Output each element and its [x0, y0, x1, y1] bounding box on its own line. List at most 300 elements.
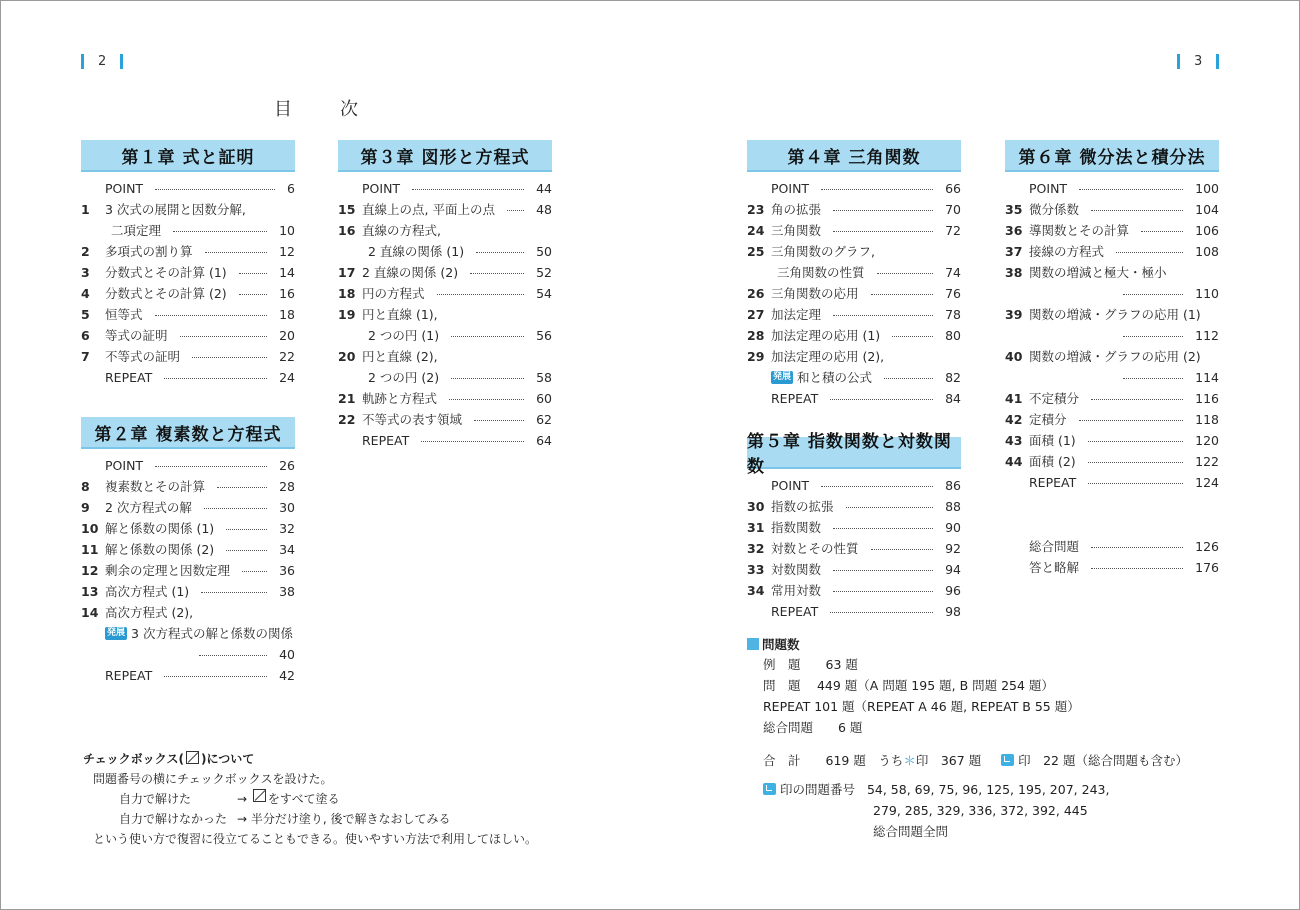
- toc-entry: [81, 560, 295, 581]
- entry-title: 三角関数の応用: [771, 286, 859, 301]
- dot-leader: [217, 476, 267, 488]
- entry-page: 6: [287, 181, 295, 196]
- entry-page: 30: [279, 500, 295, 515]
- entry-title: 円と直線 (1),: [362, 307, 438, 322]
- toc-entry: [747, 346, 961, 367]
- entry-title: 面積 (1): [1029, 433, 1076, 448]
- entry-title: 加法定理の応用 (2),: [771, 349, 885, 364]
- entry-number: 7: [81, 349, 90, 364]
- right-page-number: 3: [1177, 53, 1219, 69]
- dot-leader: [1079, 178, 1183, 190]
- entry-number: 31: [747, 520, 765, 535]
- entry-page: 86: [945, 478, 961, 493]
- entry-title: 分数式とその計算 (2): [105, 286, 227, 301]
- chapter-heading: 第１章 式と証明: [81, 140, 295, 172]
- dot-leader: [476, 241, 524, 253]
- entry-page: 88: [945, 499, 961, 514]
- entry-title: 解と係数の関係 (2): [105, 542, 215, 557]
- entry-title: REPEAT: [771, 391, 819, 406]
- entry-title: 高次方程式 (1): [105, 584, 190, 599]
- check-mark-icon: [763, 783, 776, 795]
- entry-title: 三角関数: [771, 223, 822, 238]
- dot-leader: [833, 199, 933, 211]
- toc-entry: [747, 199, 961, 220]
- entry-number: 12: [81, 563, 99, 578]
- entry-title: 分数式とその計算 (1): [105, 265, 227, 280]
- dot-leader: [474, 409, 524, 421]
- entry-title: REPEAT: [105, 668, 153, 683]
- page-title: 目 次: [274, 99, 360, 120]
- dot-leader: [205, 241, 267, 253]
- entry-title: 円の方程式: [362, 286, 425, 301]
- dot-leader: [239, 262, 267, 274]
- entry-number: 28: [747, 328, 765, 343]
- toc-entry: [747, 496, 961, 517]
- entry-title: REPEAT: [771, 604, 819, 619]
- dot-leader: [846, 496, 933, 508]
- toc-entry: [338, 304, 552, 325]
- dot-leader: [833, 220, 933, 232]
- toc-entry: [81, 241, 295, 262]
- problem-count: [747, 634, 1188, 842]
- entry-number: 2: [81, 244, 90, 259]
- dot-leader: [830, 388, 933, 400]
- entry-number: 23: [747, 202, 765, 217]
- note-line: という使い方で復習に役立てることもできる。使いやすい方法で利用してほしい。: [93, 832, 538, 846]
- entry-page: 114: [1195, 370, 1219, 385]
- entry-title: POINT: [1029, 181, 1068, 196]
- dot-leader: [192, 346, 267, 358]
- page-marker: [1177, 54, 1180, 69]
- toc-entry: [747, 283, 961, 304]
- stats-row: 問 題 449 題（A 問題 195 題, B 問題 254 題）: [763, 678, 1054, 693]
- entry-number: 6: [81, 328, 90, 343]
- entry-page: 60: [536, 391, 552, 406]
- entry-number: 44: [1005, 454, 1023, 469]
- dot-leader: [1116, 241, 1183, 253]
- check-mark-icon: [1001, 754, 1014, 766]
- dot-leader: [239, 283, 267, 295]
- note-line: 自力で解けなかった → 半分だけ塗り, 後で解きなおしてみる: [119, 812, 451, 826]
- entry-title: 面積 (2): [1029, 454, 1076, 469]
- chapter-1: [81, 140, 295, 388]
- toc-entry: [81, 455, 295, 476]
- entry-title: POINT: [771, 478, 810, 493]
- entry-page: 84: [945, 391, 961, 406]
- entry-page: 116: [1195, 391, 1219, 406]
- entry-title: 2 つの円 (1): [368, 328, 440, 343]
- dot-leader: [226, 518, 267, 530]
- toc-entry: [81, 581, 295, 602]
- toc-entry: [338, 241, 552, 262]
- entry-page: 106: [1195, 223, 1219, 238]
- entry-title: 答と略解: [1029, 560, 1080, 575]
- entry-title: 円と直線 (2),: [362, 349, 438, 364]
- checkbox-icon: [253, 789, 266, 802]
- entry-number: 43: [1005, 433, 1023, 448]
- entry-number: 26: [747, 286, 765, 301]
- entry-page: 50: [536, 244, 552, 259]
- entry-number: 1: [81, 202, 90, 217]
- toc-entry: [81, 497, 295, 518]
- entry-page: 118: [1195, 412, 1219, 427]
- toc-entry: [338, 409, 552, 430]
- entry-title: POINT: [105, 458, 144, 473]
- entry-number: 13: [81, 584, 99, 599]
- toc-entry: [747, 580, 961, 601]
- toc-entry: [747, 262, 961, 283]
- entry-number: 42: [1005, 412, 1023, 427]
- dot-leader: [226, 539, 267, 551]
- entry-page: 92: [945, 541, 961, 556]
- toc-entry: [1005, 451, 1219, 472]
- checkbox-note: [83, 749, 537, 849]
- dot-leader: [877, 262, 933, 274]
- dot-leader: [155, 304, 267, 316]
- appendix-list: [1005, 536, 1219, 578]
- entry-page: 80: [945, 328, 961, 343]
- dot-leader: [1079, 409, 1183, 421]
- page-marker: [81, 54, 84, 69]
- toc-entry: [1005, 430, 1219, 451]
- entry-page: 124: [1195, 475, 1219, 490]
- entry-number: 4: [81, 286, 90, 301]
- note-line: 自力で解けた → をすべて塗る: [83, 789, 537, 809]
- entry-number: 20: [338, 349, 356, 364]
- dot-leader: [1123, 325, 1183, 337]
- entry-number: 11: [81, 542, 99, 557]
- toc-entry: [747, 325, 961, 346]
- dot-leader: [1088, 451, 1183, 463]
- entry-number: 37: [1005, 244, 1023, 259]
- toc-entry: [81, 304, 295, 325]
- toc-entry: [747, 304, 961, 325]
- dot-leader: [201, 581, 267, 593]
- toc-entry: [81, 178, 295, 199]
- toc-entry: [81, 644, 295, 665]
- toc-entry: [1005, 262, 1219, 283]
- entry-title: 関数の増減と極大・極小: [1029, 265, 1167, 280]
- entry-page: 62: [536, 412, 552, 427]
- chapter-5: [747, 432, 961, 622]
- entry-page: 22: [279, 349, 295, 364]
- entry-title: 解と係数の関係 (1): [105, 521, 215, 536]
- toc-entry: [1005, 304, 1219, 325]
- entry-title: 指数関数: [771, 520, 822, 535]
- appendix-entry: [1005, 536, 1219, 557]
- entry-page: 176: [1195, 560, 1219, 575]
- dot-leader: [242, 560, 267, 572]
- toc-entry: [81, 539, 295, 560]
- entry-page: 52: [536, 265, 552, 280]
- entry-page: 76: [945, 286, 961, 301]
- entry-page: 26: [279, 458, 295, 473]
- dot-leader: [421, 430, 524, 442]
- dot-leader: [437, 283, 524, 295]
- dot-leader: [1091, 557, 1183, 569]
- entry-title: 接線の方程式: [1029, 244, 1105, 259]
- dot-leader: [180, 325, 267, 337]
- dot-leader: [507, 199, 524, 211]
- stats-row: 例 題 63 題: [763, 657, 858, 672]
- toc-entry: [81, 476, 295, 497]
- toc-entry: [1005, 178, 1219, 199]
- entry-title: 導関数とその計算: [1029, 223, 1130, 238]
- entry-page: 104: [1195, 202, 1219, 217]
- toc-entry: [1005, 241, 1219, 262]
- entry-number: 8: [81, 479, 90, 494]
- entry-title: 2 直線の関係 (2): [362, 265, 459, 280]
- entry-title: 軌跡と方程式: [362, 391, 438, 406]
- toc-entry: [81, 346, 295, 367]
- chapter-4: [747, 140, 961, 409]
- entry-title: POINT: [771, 181, 810, 196]
- dot-leader: [164, 367, 267, 379]
- toc-entry: [1005, 472, 1219, 493]
- dot-leader: [821, 178, 933, 190]
- entry-page: 82: [945, 370, 961, 385]
- entry-number: 10: [81, 521, 99, 536]
- chapter-heading: 第４章 三角関数: [747, 140, 961, 172]
- toc-entry: [1005, 388, 1219, 409]
- chapter-heading: 第２章 複素数と方程式: [81, 417, 295, 449]
- entry-title: 恒等式: [105, 307, 143, 322]
- entry-page: 126: [1195, 539, 1219, 554]
- dot-leader: [833, 517, 933, 529]
- entry-title: 直線の方程式,: [362, 223, 441, 238]
- entry-number: 25: [747, 244, 765, 259]
- dot-leader: [451, 367, 524, 379]
- entry-title: REPEAT: [105, 370, 153, 385]
- entry-title: 指数の拡張: [771, 499, 834, 514]
- entry-page: 34: [279, 542, 295, 557]
- toc-entry: [338, 325, 552, 346]
- entry-number: 33: [747, 562, 765, 577]
- stats-total: 合 計 619 題 うち＊印 367 題 印 22 題（総合問題も含む）: [763, 753, 1188, 768]
- entry-title: 対数関数: [771, 562, 822, 577]
- toc-entry: [747, 475, 961, 496]
- entry-number: 29: [747, 349, 765, 364]
- entry-title: 関数の増減・グラフの応用 (1): [1029, 307, 1201, 322]
- entry-title: 関数の増減・グラフの応用 (2): [1029, 349, 1201, 364]
- entry-number: 17: [338, 265, 356, 280]
- entry-page: 12: [279, 244, 295, 259]
- entry-title: POINT: [362, 181, 401, 196]
- dot-leader: [470, 262, 524, 274]
- toc-entry: [81, 220, 295, 241]
- toc-entry: [338, 430, 552, 451]
- entry-page: 96: [945, 583, 961, 598]
- dot-leader: [1091, 388, 1183, 400]
- entry-page: 100: [1195, 181, 1219, 196]
- entry-page: 98: [945, 604, 961, 619]
- page-marker: [1216, 54, 1219, 69]
- entry-number: 27: [747, 307, 765, 322]
- entry-title: 対数とその性質: [771, 541, 859, 556]
- entry-title: 複素数とその計算: [105, 479, 206, 494]
- dot-leader: [155, 455, 267, 467]
- entry-title: [771, 367, 872, 388]
- toc-entry: [1005, 283, 1219, 304]
- toc-entry: [747, 178, 961, 199]
- entry-title: 定積分: [1029, 412, 1067, 427]
- toc-entry: [747, 388, 961, 409]
- left-page-number: 2: [81, 53, 123, 69]
- entry-title: [105, 623, 293, 644]
- toc-entry: [1005, 220, 1219, 241]
- entry-title-text: 和と積の公式: [797, 370, 873, 385]
- entry-page: 38: [279, 584, 295, 599]
- entry-title: 不等式の証明: [105, 349, 181, 364]
- toc-entry: [338, 388, 552, 409]
- entry-title: 2 つの円 (2): [368, 370, 440, 385]
- entry-title: 2 次方程式の解: [105, 500, 192, 515]
- entry-page: 120: [1195, 433, 1219, 448]
- dot-leader: [173, 220, 267, 232]
- toc-entry: [338, 220, 552, 241]
- entry-number: 14: [81, 605, 99, 620]
- toc-entry: [747, 559, 961, 580]
- entry-page: 40: [279, 647, 295, 662]
- entry-title: 直線上の点, 平面上の点: [362, 202, 495, 217]
- toc-entry: [338, 367, 552, 388]
- entry-title: 2 直線の関係 (1): [368, 244, 465, 259]
- toc-entry: [81, 283, 295, 304]
- chapter-heading: 第６章 微分法と積分法: [1005, 140, 1219, 172]
- entry-title: 多項式の割り算: [105, 244, 193, 259]
- entry-number: 16: [338, 223, 356, 238]
- entry-title: REPEAT: [362, 433, 410, 448]
- entry-title: 不定積分: [1029, 391, 1080, 406]
- entry-number: 39: [1005, 307, 1023, 322]
- dot-leader: [884, 367, 933, 379]
- entry-page: 112: [1195, 328, 1219, 343]
- toc-entry: [81, 367, 295, 388]
- toc-entry: [1005, 367, 1219, 388]
- entry-page: 44: [536, 181, 552, 196]
- entry-page: 20: [279, 328, 295, 343]
- entry-title: 三角関数の性質: [777, 265, 865, 280]
- square-icon: [747, 638, 759, 650]
- dot-leader: [1141, 220, 1183, 232]
- appendix-entry: [1005, 557, 1219, 578]
- dot-leader: [451, 325, 524, 337]
- page-marker: [120, 54, 123, 69]
- entry-title: 高次方程式 (2),: [105, 605, 194, 620]
- entry-number: 15: [338, 202, 356, 217]
- entry-title: 加法定理: [771, 307, 822, 322]
- toc-entry: [747, 517, 961, 538]
- entry-number: 38: [1005, 265, 1023, 280]
- toc-entry: [338, 199, 552, 220]
- dot-leader: [155, 178, 275, 190]
- entry-number: 41: [1005, 391, 1023, 406]
- entry-page: 110: [1195, 286, 1219, 301]
- entry-number: 9: [81, 500, 90, 515]
- stats-heading: 問題数: [747, 634, 1188, 654]
- stats-row: REPEAT 101 題（REPEAT A 46 題, REPEAT B 55 題）: [763, 699, 1080, 714]
- toc-entry: [1005, 199, 1219, 220]
- entry-title-text: 3 次方程式の解と係数の関係: [131, 626, 293, 641]
- dot-leader: [892, 325, 933, 337]
- entry-number: 30: [747, 499, 765, 514]
- toc-entry: [747, 538, 961, 559]
- entry-page: 90: [945, 520, 961, 535]
- entry-number: 21: [338, 391, 356, 406]
- marked-problems-line: 279, 285, 329, 336, 372, 392, 445: [873, 803, 1088, 818]
- entry-number: 3: [81, 265, 90, 280]
- dot-leader: [833, 559, 933, 571]
- entry-title: 不等式の表す領域: [362, 412, 463, 427]
- entry-number: 35: [1005, 202, 1023, 217]
- dot-leader: [871, 283, 933, 295]
- toc-entry: [81, 665, 295, 686]
- entry-page: 54: [536, 286, 552, 301]
- toc-entry: [1005, 325, 1219, 346]
- toc-entry: [81, 602, 295, 623]
- toc-entry: [1005, 409, 1219, 430]
- toc-entry: [81, 262, 295, 283]
- entry-page: 58: [536, 370, 552, 385]
- note-heading: チェックボックス( )について: [83, 752, 255, 766]
- entry-number: 32: [747, 541, 765, 556]
- entry-number: 18: [338, 286, 356, 301]
- dot-leader: [164, 665, 267, 677]
- entry-title: 等式の証明: [105, 328, 168, 343]
- dot-leader: [1091, 536, 1183, 548]
- entry-page: 78: [945, 307, 961, 322]
- entry-title: 加法定理の応用 (1): [771, 328, 881, 343]
- dot-leader: [199, 644, 267, 656]
- entry-title: 常用対数: [771, 583, 822, 598]
- entry-title: 総合問題: [1029, 539, 1080, 554]
- chapter-heading: 第３章 図形と方程式: [338, 140, 552, 172]
- dot-leader: [833, 304, 933, 316]
- chapter-6: [1005, 140, 1219, 493]
- dot-leader: [1091, 199, 1183, 211]
- entry-page: 10: [279, 223, 295, 238]
- entry-page: 64: [536, 433, 552, 448]
- entry-number: 36: [1005, 223, 1023, 238]
- toc-entry: [747, 220, 961, 241]
- entry-page: 42: [279, 668, 295, 683]
- dot-leader: [1088, 430, 1183, 442]
- entry-page: 16: [279, 286, 295, 301]
- entry-page: 74: [945, 265, 961, 280]
- entry-page: 108: [1195, 244, 1219, 259]
- marked-problems-line: 総合問題全問: [873, 824, 949, 839]
- toc-entry: [747, 241, 961, 262]
- entry-page: 36: [279, 563, 295, 578]
- dot-leader: [204, 497, 267, 509]
- entry-title: POINT: [105, 181, 144, 196]
- entry-number: 40: [1005, 349, 1023, 364]
- chapter-3: [338, 140, 552, 451]
- marked-problems: 印の問題番号 54, 58, 69, 75, 96, 125, 195, 207, 243,: [747, 779, 1188, 800]
- entry-page: 24: [279, 370, 295, 385]
- dot-leader: [871, 538, 933, 550]
- advanced-badge: 発展: [773, 372, 792, 382]
- entry-title: 微分係数: [1029, 202, 1080, 217]
- dot-leader: [1088, 472, 1183, 484]
- toc-entry: [747, 367, 961, 388]
- entry-title: 剰余の定理と因数定理: [105, 563, 231, 578]
- entry-page: 14: [279, 265, 295, 280]
- toc-entry: [338, 178, 552, 199]
- entry-page: 32: [279, 521, 295, 536]
- toc-entry: [338, 283, 552, 304]
- toc-entry: [1005, 346, 1219, 367]
